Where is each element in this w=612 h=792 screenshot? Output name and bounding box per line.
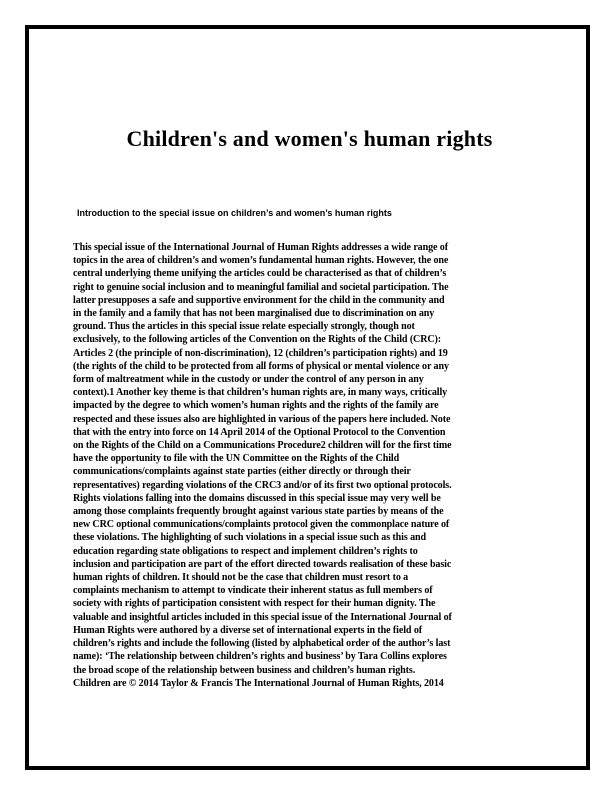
body-line: central underlying theme unifying the articles could be characterised as that of children’s (73, 268, 447, 280)
body-line: Rights violations falling into the domains discussed in this special issue may very well be (73, 492, 441, 504)
body-line: This special issue of the International Journal of Human Rights addresses a wide range of (73, 242, 448, 253)
body-line: human rights of children. It should not be the case that children must resort to a (73, 572, 409, 584)
body-line: in the family and a family that has not been marginalised due to discrimination on any (73, 308, 435, 320)
body-line: Articles 2 (the principle of non-discrimination), 12 (children’s participation rights) and 19 (73, 347, 448, 359)
body-paragraph (73, 241, 545, 690)
body-line: impacted by the degree to which women’s human rights and the rights of the family are (73, 400, 439, 412)
body-line: Human Rights were authored by a diverse set of international experts in the field of (73, 624, 422, 636)
body-line: representatives) regarding violations of the CRC3 and/or of its first two optional protocols. (73, 479, 452, 491)
body-line: name): ‘The relationship between children’s rights and business’ by Tara Collins explores (73, 651, 447, 663)
body-line: respected and these issues also are highlighted in various of the papers here included. Note (73, 413, 451, 425)
body-line: right to genuine social inclusion and to meaningful familial and societal participation. The (73, 281, 449, 293)
body-line: (the rights of the child to be protected from all forms of physical or mental violence or any (73, 360, 449, 372)
body-line: communications/complaints against state parties (either directly or through their (73, 466, 411, 478)
body-line: complaints mechanism to attempt to vindicate their inherent status as full members of (73, 585, 433, 597)
body-line: these violations. The highlighting of such violations in a special issue such as this and (73, 532, 426, 544)
body-line: form of maltreatment while in the custody or under the control of any person in any (73, 374, 424, 386)
body-line: among those complaints frequently brought against various state parties by means of the (73, 506, 444, 518)
body-line: valuable and insightful articles included in this special issue of the International Journal of (73, 611, 452, 623)
body-line: education regarding state obligations to respect and implement children’s rights to (73, 545, 418, 557)
body-line: context).1 Another key theme is that children’s human rights are, in many ways, critically (73, 387, 448, 399)
body-line: latter presupposes a safe and supportive environment for the child in the community and (73, 294, 445, 306)
body-line: inclusion and participation are part of the effort directed towards realisation of these basic (73, 558, 452, 570)
body-line: new CRC optional communications/complaints protocol given the commonplace nature of (73, 519, 450, 531)
document-subtitle: Introduction to the special issue on children’s and women’s human rights (77, 208, 392, 218)
body-line: the broad scope of the relationship between business and children’s human rights. (73, 664, 416, 676)
body-line: that with the entry into force on 14 April 2014 of the Optional Protocol to the Convention (73, 426, 446, 438)
document-title: Children's and women's human rights (126, 126, 493, 151)
body-line: topics in the area of children’s and women’s fundamental human rights. However, the one (73, 255, 449, 267)
body-line: on the Rights of the Child on a Communications Procedure2 children will for the first time (73, 440, 452, 452)
body-line: children’s rights and include the following (listed by alphabetical order of the author’s last (73, 638, 451, 650)
body-line: Children are © 2014 Taylor & Francis The International Journal of Human Rights, 2014 (73, 677, 444, 689)
body-line: ground. Thus the articles in this special issue relate especially strongly, though not (73, 321, 415, 333)
body-line: society with rights of participation consistent with respect for their human dignity. The (73, 598, 436, 610)
body-line: exclusively, to the following articles of the Convention on the Rights of the Child (CRC): (73, 334, 442, 346)
body-line: have the opportunity to file with the UN Committee on the Rights of the Child (73, 453, 400, 465)
